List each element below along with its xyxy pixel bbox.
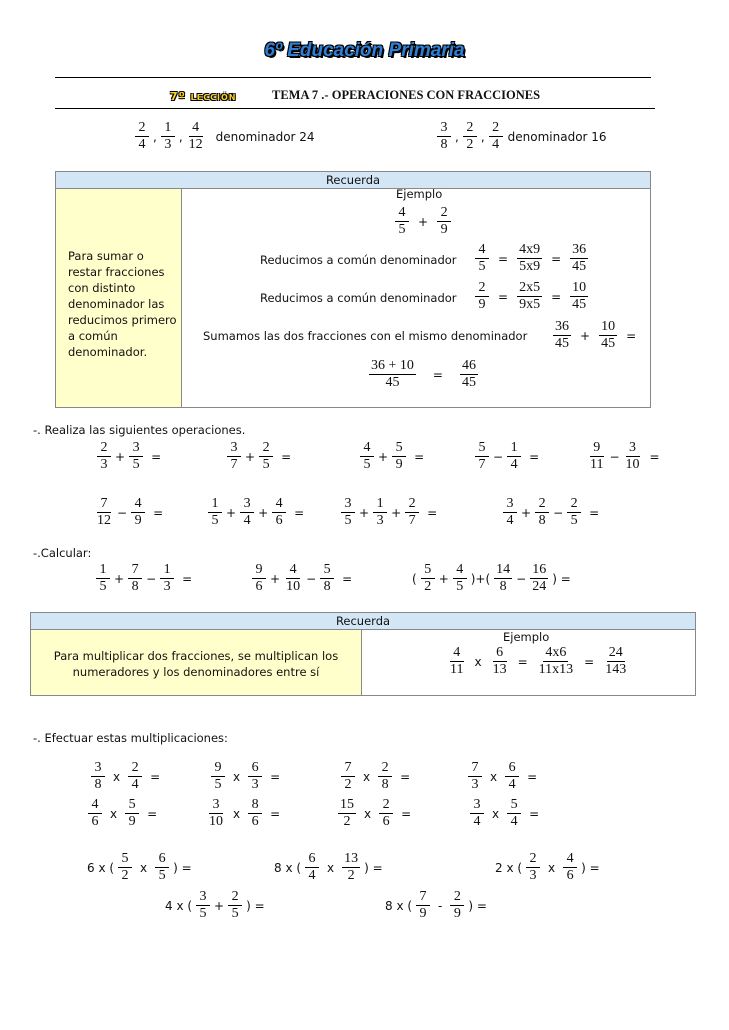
exercise: $\frac{3}{7}$ + $\frac{2}{5}$ = (226, 440, 296, 473)
fraction: $\frac{5}{2}$ (118, 851, 132, 884)
fraction: $\frac{2}{4}$ (128, 760, 142, 793)
fraction: $\frac{2}{8}$ (378, 760, 392, 793)
fraction: $\frac{7}{3}$ (468, 760, 482, 793)
fraction: $\frac{36}{45}$ (572, 242, 587, 274)
fraction: $\frac{6}{3}$ (248, 760, 262, 793)
fraction: $\frac{8}{6}$ (248, 797, 262, 830)
fraction: $\frac{1}{3}$ (373, 496, 387, 529)
fraction: $\frac{5}{4}$ (507, 797, 521, 830)
fraction: $\frac{3}{5}$ (341, 496, 355, 529)
section3-title: -. Efectuar estas multiplicaciones: (33, 731, 228, 745)
fraction: $\frac{3}{4}$ (240, 496, 254, 529)
fraction: $\frac{5}{7}$ (475, 440, 489, 473)
header-rule-top (55, 77, 651, 78)
fraction: $\frac{2}{4}$ (135, 120, 149, 153)
fraction: $\frac{7}{2}$ (341, 760, 355, 793)
fraction: $\frac{7}{9}$ (416, 889, 430, 922)
fraction: $\frac{4}{9}$ (131, 496, 145, 529)
fraction: $\frac{9}{5}$ (211, 760, 225, 793)
fraction: $\frac{3}{5}$ (129, 440, 143, 473)
fraction: $\frac{3}{10}$ (209, 797, 223, 829)
exercise: $\frac{15}{2}$ x $\frac{2}{6}$ = (340, 797, 412, 829)
intro-left-text: denominador 24 (215, 129, 315, 144)
step1-expr: $\frac{4}{5}$ = $\frac{4x9}{5x9}$ = $\frac{36}{45}$ (474, 242, 589, 275)
fraction: $\frac{4}{12}$ (188, 120, 203, 152)
step3-text: Sumamos las dos fracciones con el mismo denominador (203, 329, 528, 343)
ejemplo-label: Ejemplo (396, 187, 443, 201)
fraction: $\frac{5}{9}$ (125, 797, 139, 830)
fraction: $\frac{5}{8}$ (320, 562, 334, 595)
fraction: $\frac{1}{5}$ (96, 562, 110, 595)
fraction: $\frac{6}{13}$ (492, 645, 507, 677)
fraction: $\frac{9}{11}$ (590, 440, 604, 472)
fraction: $\frac{2}{9}$ (450, 889, 464, 922)
suma-rule-text: Para sumar o restar fracciones con distinto denominador las reducimos primero a común denominador. (68, 249, 177, 359)
fraction: $\frac{13}{2}$ (344, 851, 359, 883)
exercise: $\frac{3}{4}$ + $\frac{2}{8}$ − $\frac{2}{5}$ = (502, 496, 604, 529)
fraction: $\frac{15}{2}$ (340, 797, 354, 829)
fraction: $\frac{2}{8}$ (535, 496, 549, 529)
header-rule-bottom (55, 108, 655, 109)
exercise: 2 x ( $\frac{2}{3}$ x $\frac{4}{6}$ ) = (495, 851, 600, 883)
box-divider (361, 630, 362, 695)
fraction: $\frac{4}{5}$ (453, 562, 467, 595)
fraction: $\frac{3}{5}$ (196, 889, 210, 922)
fraction: $\frac{2}{4}$ (489, 120, 503, 153)
fraction: $\frac{2}{7}$ (405, 496, 419, 529)
step2-text: Reducimos a común denominador (260, 291, 457, 305)
intro-left: $\frac{2}{4}$ , $\frac{1}{3}$ , $\frac{4}{12}$ denominador 24 (134, 120, 315, 153)
exercise: $\frac{9}{11}$ − $\frac{3}{10}$ = (590, 440, 660, 472)
exercise: 6 x ( $\frac{5}{2}$ x $\frac{6}{5}$ ) = (87, 851, 192, 883)
fraction: $\frac{3}{7}$ (227, 440, 241, 473)
fraction: $\frac{2}{3}$ (97, 440, 111, 473)
exercise: $\frac{3}{8}$ x $\frac{2}{4}$ = (90, 760, 165, 793)
fraction: $\frac{2}{2}$ (463, 120, 477, 153)
exercise: $\frac{3}{5}$ + $\frac{1}{3}$ + $\frac{2}{7}$ = (340, 496, 442, 529)
fraction: $\frac{7}{12}$ (97, 496, 111, 528)
fraction: $\frac{16}{24}$ (532, 562, 547, 594)
fraction: $\frac{3}{4}$ (470, 797, 484, 830)
fraction: $\frac{2}{5}$ (228, 889, 242, 922)
fraction: $\frac{4}{5}$ (395, 205, 409, 238)
fraction: $\frac{4}{6}$ (88, 797, 102, 830)
fraction: $\frac{14}{8}$ (496, 562, 511, 594)
exercise: $\frac{3}{4}$ x $\frac{5}{4}$ = (469, 797, 544, 830)
example-sum: $\frac{4}{5}$ + $\frac{2}{9}$ (394, 205, 452, 238)
exercise: $\frac{4}{5}$ + $\frac{5}{9}$ = (359, 440, 429, 473)
exercise: 8 x ( $\frac{7}{9}$ - $\frac{2}{9}$ ) = (385, 889, 487, 921)
step2-expr: $\frac{2}{9}$ = $\frac{2x5}{9x5}$ = $\frac{10}{45}$ (474, 280, 589, 313)
exercise: $\frac{1}{5}$ + $\frac{3}{4}$ + $\frac{4}{6}$ = (207, 496, 309, 529)
fraction: $\frac{6}{4}$ (505, 760, 519, 793)
exercise: $\frac{2}{3}$ + $\frac{3}{5}$ = (96, 440, 166, 473)
fraction: $\frac{2x5}{9x5}$ (519, 280, 541, 312)
fraction: $\frac{4x9}{5x9}$ (519, 242, 541, 274)
section1-title: -. Realiza las siguientes operaciones. (33, 423, 246, 437)
exercise: ( $\frac{5}{2}$ + $\frac{4}{5}$ )+( $\frac{14}{8}$ − $\frac{16}{24}$ ) = (412, 562, 571, 594)
fraction: $\frac{3}{4}$ (503, 496, 517, 529)
box-divider (181, 189, 182, 407)
fraction: $\frac{2}{9}$ (437, 205, 451, 238)
fraction: $\frac{4}{11}$ (450, 645, 464, 677)
fraction: $\frac{10}{45}$ (601, 319, 616, 351)
fraction: $\frac{36}{45}$ (555, 319, 569, 351)
exercise: 8 x ( $\frac{6}{4}$ x $\frac{13}{2}$ ) = (274, 851, 383, 883)
fraction: $\frac{5}{2}$ (421, 562, 435, 595)
exercise: $\frac{9}{5}$ x $\frac{6}{3}$ = (210, 760, 285, 793)
step3-expr: $\frac{36}{45}$ + $\frac{10}{45}$ = (555, 319, 637, 351)
mult-rule-text: Para multiplicar dos fracciones, se multiplican los numeradores y los denominadores entre sí (53, 649, 339, 679)
fraction: $\frac{1}{4}$ (507, 440, 521, 473)
fraction: $\frac{9}{6}$ (252, 562, 266, 595)
mult-example: $\frac{4}{11}$ x $\frac{6}{13}$ = $\frac{4x6}{11x13}$ = $\frac{24}{143}$ (450, 645, 627, 677)
fraction: $\frac{1}{3}$ (161, 120, 175, 153)
fraction: $\frac{10}{45}$ (572, 280, 587, 312)
exercise: $\frac{9}{6}$ + $\frac{4}{10}$ − $\frac{5}{8}$ = (251, 562, 357, 595)
fraction: $\frac{2}{6}$ (379, 797, 393, 830)
mult-ejemplo-label: Ejemplo (503, 630, 550, 644)
fraction: $\frac{7}{8}$ (128, 562, 142, 595)
fraction: $\frac{4x6}{11x13}$ (538, 645, 574, 677)
fraction: $\frac{4}{6}$ (272, 496, 286, 529)
fraction: $\frac{2}{5}$ (259, 440, 273, 473)
fraction: $\frac{2}{3}$ (526, 851, 540, 884)
sum-result: $\frac{36 + 10}{45}$ = $\frac{46}{45}$ (371, 358, 476, 390)
fraction: $\frac{4}{5}$ (475, 242, 489, 275)
fraction: $\frac{4}{6}$ (563, 851, 577, 884)
exercise: $\frac{1}{5}$ + $\frac{7}{8}$ − $\frac{1}{3}$ = (95, 562, 197, 595)
exercise: $\frac{5}{7}$ − $\frac{1}{4}$ = (474, 440, 544, 473)
exercise: $\frac{4}{6}$ x $\frac{5}{9}$ = (87, 797, 162, 830)
suma-box-head: Recuerda (56, 172, 650, 189)
exercise: $\frac{7}{3}$ x $\frac{6}{4}$ = (467, 760, 542, 793)
exercise: $\frac{3}{10}$ x $\frac{8}{6}$ = (209, 797, 281, 829)
fraction: $\frac{1}{5}$ (208, 496, 222, 529)
exercise: 4 x ( $\frac{3}{5}$ + $\frac{2}{5}$ ) = (165, 889, 265, 921)
fraction: $\frac{4}{5}$ (360, 440, 374, 473)
exercise: $\frac{7}{2}$ x $\frac{2}{8}$ = (340, 760, 415, 793)
fraction: $\frac{2}{9}$ (475, 280, 489, 313)
section2-title: -.Calcular: (33, 546, 92, 560)
fraction: $\frac{1}{3}$ (160, 562, 174, 595)
intro-right-text: denominador 16 (507, 129, 607, 144)
mult-box-head: Recuerda (31, 613, 695, 630)
fraction: $\frac{5}{9}$ (392, 440, 406, 473)
tema-title: TEMA 7 .- OPERACIONES CON FRACCIONES (272, 88, 541, 102)
fraction: $\frac{2}{5}$ (567, 496, 581, 529)
exercise: $\frac{7}{12}$ − $\frac{4}{9}$ = (97, 496, 164, 528)
fraction: $\frac{24}{143}$ (605, 645, 627, 677)
fraction: $\frac{4}{10}$ (286, 562, 301, 594)
step1-text: Reducimos a común denominador (260, 253, 457, 267)
fraction: $\frac{3}{8}$ (437, 120, 451, 153)
leccion-label: 7º lección (170, 90, 237, 103)
fraction: $\frac{3}{10}$ (625, 440, 640, 472)
fraction: $\frac{6}{5}$ (155, 851, 169, 884)
fraction: $\frac{6}{4}$ (305, 851, 319, 884)
fraction: $\frac{36 + 10}{45}$ (371, 358, 414, 390)
page-title: 6º Educación Primaria (264, 40, 465, 61)
fraction: $\frac{3}{8}$ (91, 760, 105, 793)
intro-right: $\frac{3}{8}$ , $\frac{2}{2}$ , $\frac{2}{4}$ denominador 16 (436, 120, 607, 153)
fraction: $\frac{46}{45}$ (461, 358, 476, 390)
